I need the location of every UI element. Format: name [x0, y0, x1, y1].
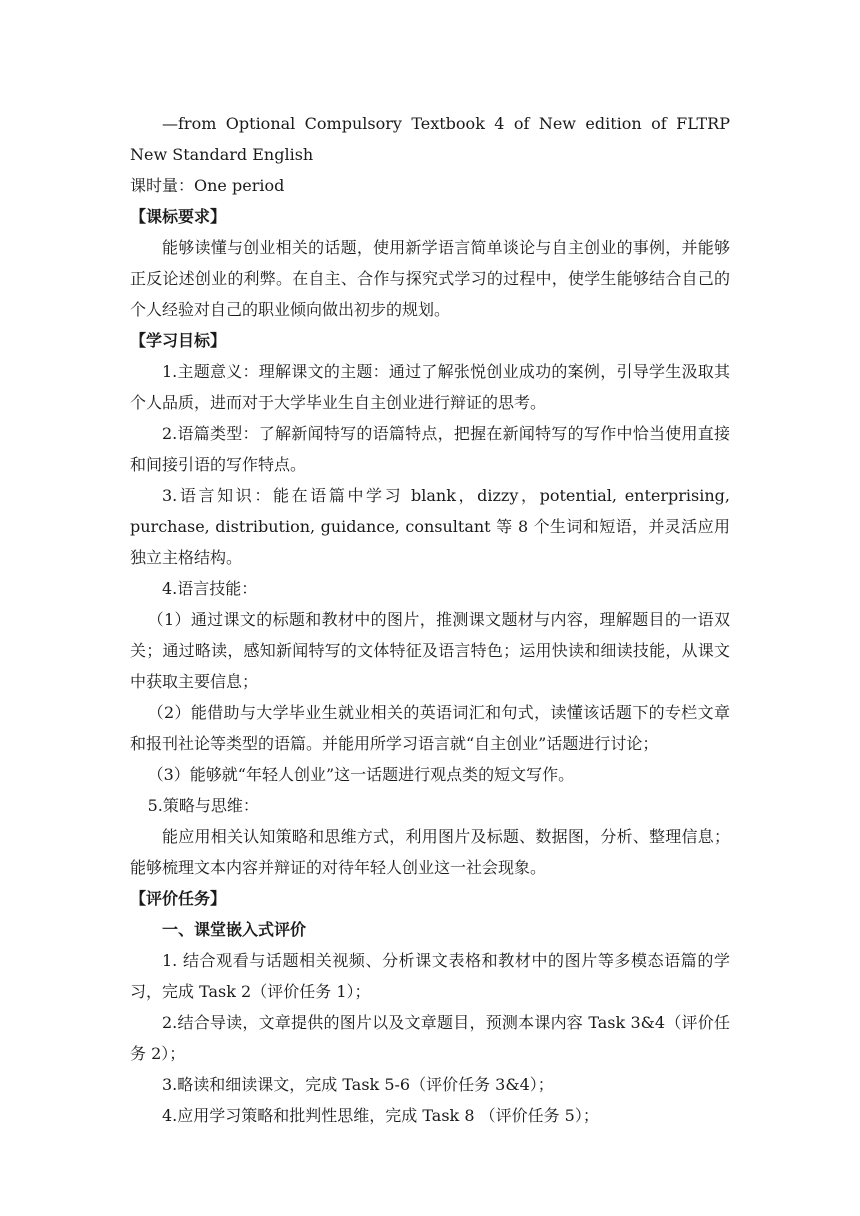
- assessment-item: 3.略读和细读课文，完成 Task 5-6（评价任务 3&4）；: [162, 1075, 554, 1094]
- skill-item: （1）通过课文的标题和教材中的图片，推测课文题材与内容，理解题目的一语双关；通过略读，感知新闻特写的文体特征及语言特色；运用快读和细读技能，从课文中获取主要信息；: [130, 610, 730, 691]
- strategy-heading: 5.策略与思维：: [147, 796, 259, 815]
- curriculum-body: 能够读懂与创业相关的话题，使用新学语言简单谈论与自主创业的事例，并能够正反论述创业的利弊。在自主、合作与探究式学习的过程中，使学生能够结合自己的个人经验对自己的职业倾向做出初步的规划。: [130, 238, 730, 319]
- skill-item: （2）能借助与大学毕业生就业相关的英语词汇和句式，读懂该话题下的专栏文章和报刊社论等类型的语篇。并能用所学习语言就“自主创业”话题进行讨论；: [130, 703, 730, 753]
- source-line: —from Optional Compulsory Textbook 4 of New edition of FLTRP New Standard English: [130, 114, 730, 164]
- assessment-item: 1. 结合观看与话题相关视频、分析课文表格和教材中的图片等多模态语篇的学习，完成 Task 2（评价任务 1）；: [130, 951, 730, 1001]
- assessment-subheading: 一、课堂嵌入式评价: [162, 920, 307, 939]
- curriculum-heading: 【课标要求】: [130, 207, 227, 226]
- assessment-heading: 【评价任务】: [130, 889, 227, 908]
- strategy-body: 能应用相关认知策略和思维方式，利用图片及标题、数据图，分析、整理信息；能够梳理文本内容并辩证的对待年轻人创业这一社会现象。: [130, 827, 730, 877]
- assessment-item: 2.结合导读，文章提供的图片以及文章题目，预测本课内容 Task 3&4（评价任务 2）；: [130, 1013, 730, 1063]
- objective-item: 3.语言知识：能在语篇中学习 blank，dizzy，potential, enterprising, purchase, distribution, guidance, consultant 等 8 个生词和短语，并灵活应用独立主格结构。: [130, 486, 730, 567]
- assessment-item: 4.应用学习策略和批判性思维，完成 Task 8 （评价任务 5）；: [162, 1106, 599, 1125]
- skill-item: （3）能够就“年轻人创业”这一话题进行观点类的短文写作。: [147, 765, 575, 784]
- period-line: 课时量：One period: [130, 176, 285, 195]
- objective-item: 1.主题意义：理解课文的主题：通过了解张悦创业成功的案例，引导学生汲取其个人品质，进而对于大学毕业生自主创业进行辩证的思考。: [130, 362, 730, 412]
- objective-item: 4.语言技能：: [162, 579, 258, 598]
- objective-item: 2.语篇类型：了解新闻特写的语篇特点，把握在新闻特写的写作中恰当使用直接和间接引语的写作特点。: [130, 424, 730, 474]
- document-body: [130, 108, 730, 1131]
- objectives-heading: 【学习目标】: [130, 331, 227, 350]
